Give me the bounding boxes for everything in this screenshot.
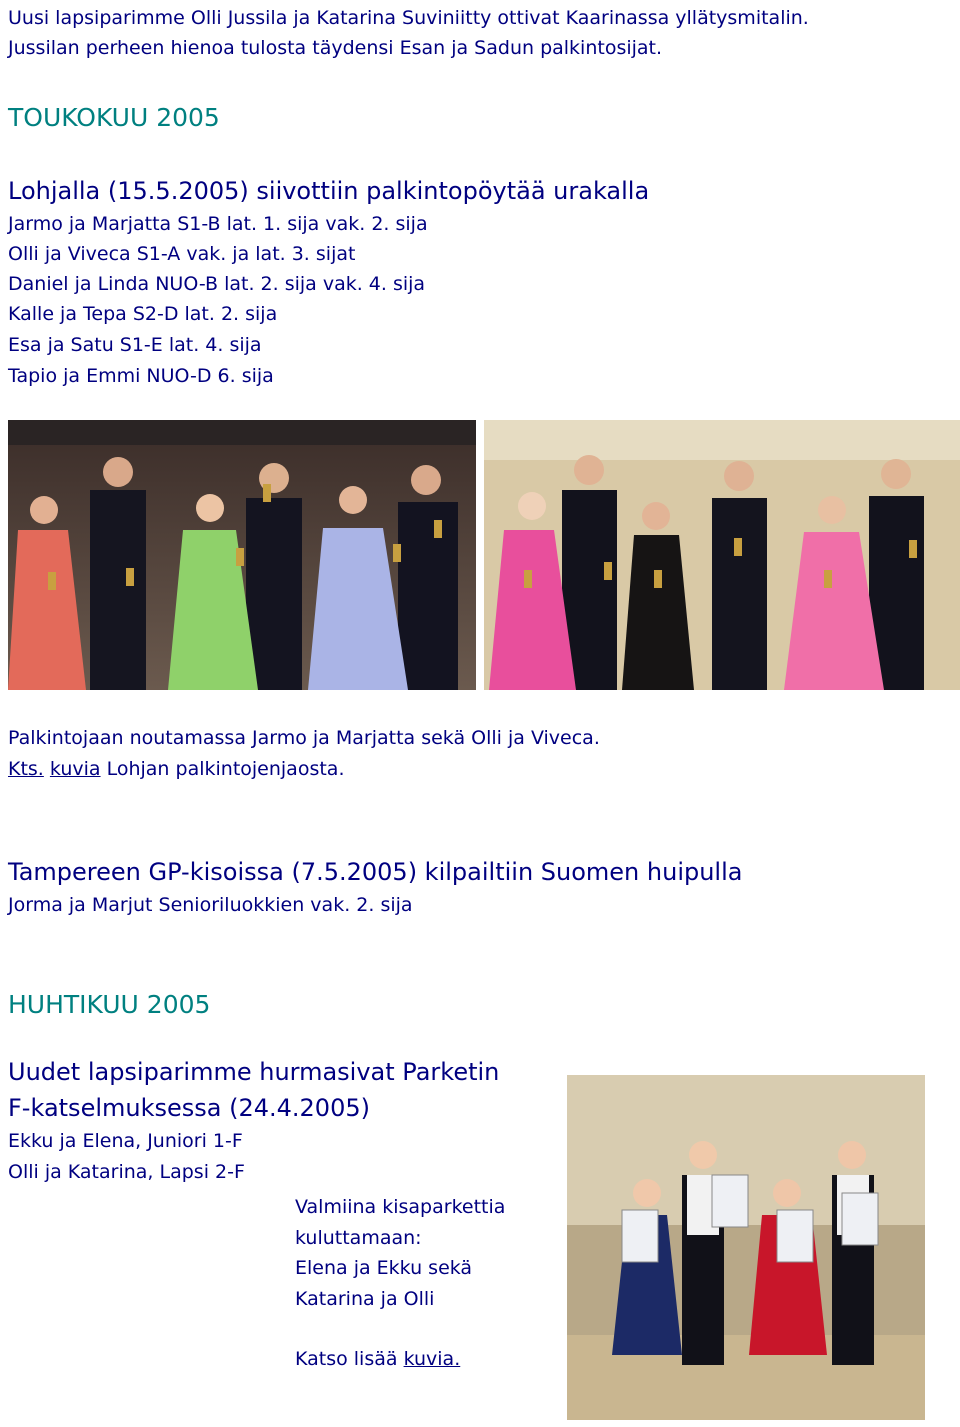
see-more-prefix: Katso lisää — [295, 1348, 398, 1370]
lohja-more-line — [8, 757, 344, 781]
result-line: Esa ja Satu S1-E lat. 4. sija — [8, 334, 262, 356]
result-line: Daniel ja Linda NUO-B lat. 2. sija vak. 4. sija — [8, 273, 426, 295]
kids-photo — [567, 1075, 925, 1420]
april-note-line: Katarina ja Olli — [295, 1288, 435, 1310]
result-line: Jarmo ja Marjatta S1-B lat. 1. sija vak. 2. sija — [8, 213, 428, 235]
april-result-line: Olli ja Katarina, Lapsi 2-F — [8, 1161, 245, 1183]
april-see-more — [295, 1347, 460, 1371]
section-heading-april: HUHTIKUU 2005 — [8, 990, 211, 1019]
section-heading-may: TOUKOKUU 2005 — [8, 103, 220, 132]
april-title-line-1: Uudet lapsiparimme hurmasivat Parketin — [8, 1058, 500, 1086]
intro-line-2: Jussilan perheen hienoa tulosta täydensi Esan ja Sadun palkintosijat. — [8, 37, 663, 59]
april-note-line: Valmiina kisaparkettia — [295, 1196, 506, 1218]
tampere-title: Tampereen GP-kisoissa (7.5.2005) kilpailtiin Suomen huipulla — [8, 858, 743, 886]
lohja-photo-right — [484, 420, 960, 690]
kuvia-link[interactable]: kuvia — [49, 758, 101, 780]
april-note-line: Elena ja Ekku sekä — [295, 1257, 473, 1279]
lohja-photo-caption: Palkintojaan noutamassa Jarmo ja Marjatta sekä Olli ja Viveca. — [8, 727, 600, 749]
result-line: Olli ja Viveca S1-A vak. ja lat. 3. sijat — [8, 243, 356, 265]
lohja-more-suffix: Lohjan palkintojenjaosta. — [106, 758, 345, 780]
lohja-photo-left — [8, 420, 476, 690]
april-title-line-2: F-katselmuksessa (24.4.2005) — [8, 1094, 370, 1122]
kts-link[interactable]: Kts. — [8, 758, 44, 780]
april-result-line: Ekku ja Elena, Juniori 1-F — [8, 1130, 243, 1152]
result-line: Kalle ja Tepa S2-D lat. 2. sija — [8, 303, 278, 325]
kuvia-link-april[interactable]: kuvia. — [403, 1348, 461, 1370]
tampere-result: Jorma ja Marjut Senioriluokkien vak. 2. sija — [8, 894, 413, 916]
intro-line-1: Uusi lapsiparimme Olli Jussila ja Katarina Suviniitty ottivat Kaarinassa yllätysmitalin. — [8, 7, 809, 29]
lohja-title: Lohjalla (15.5.2005) siivottiin palkintopöytää urakalla — [8, 177, 650, 205]
result-line: Tapio ja Emmi NUO-D 6. sija — [8, 365, 274, 387]
april-note-line: kuluttamaan: — [295, 1227, 422, 1249]
